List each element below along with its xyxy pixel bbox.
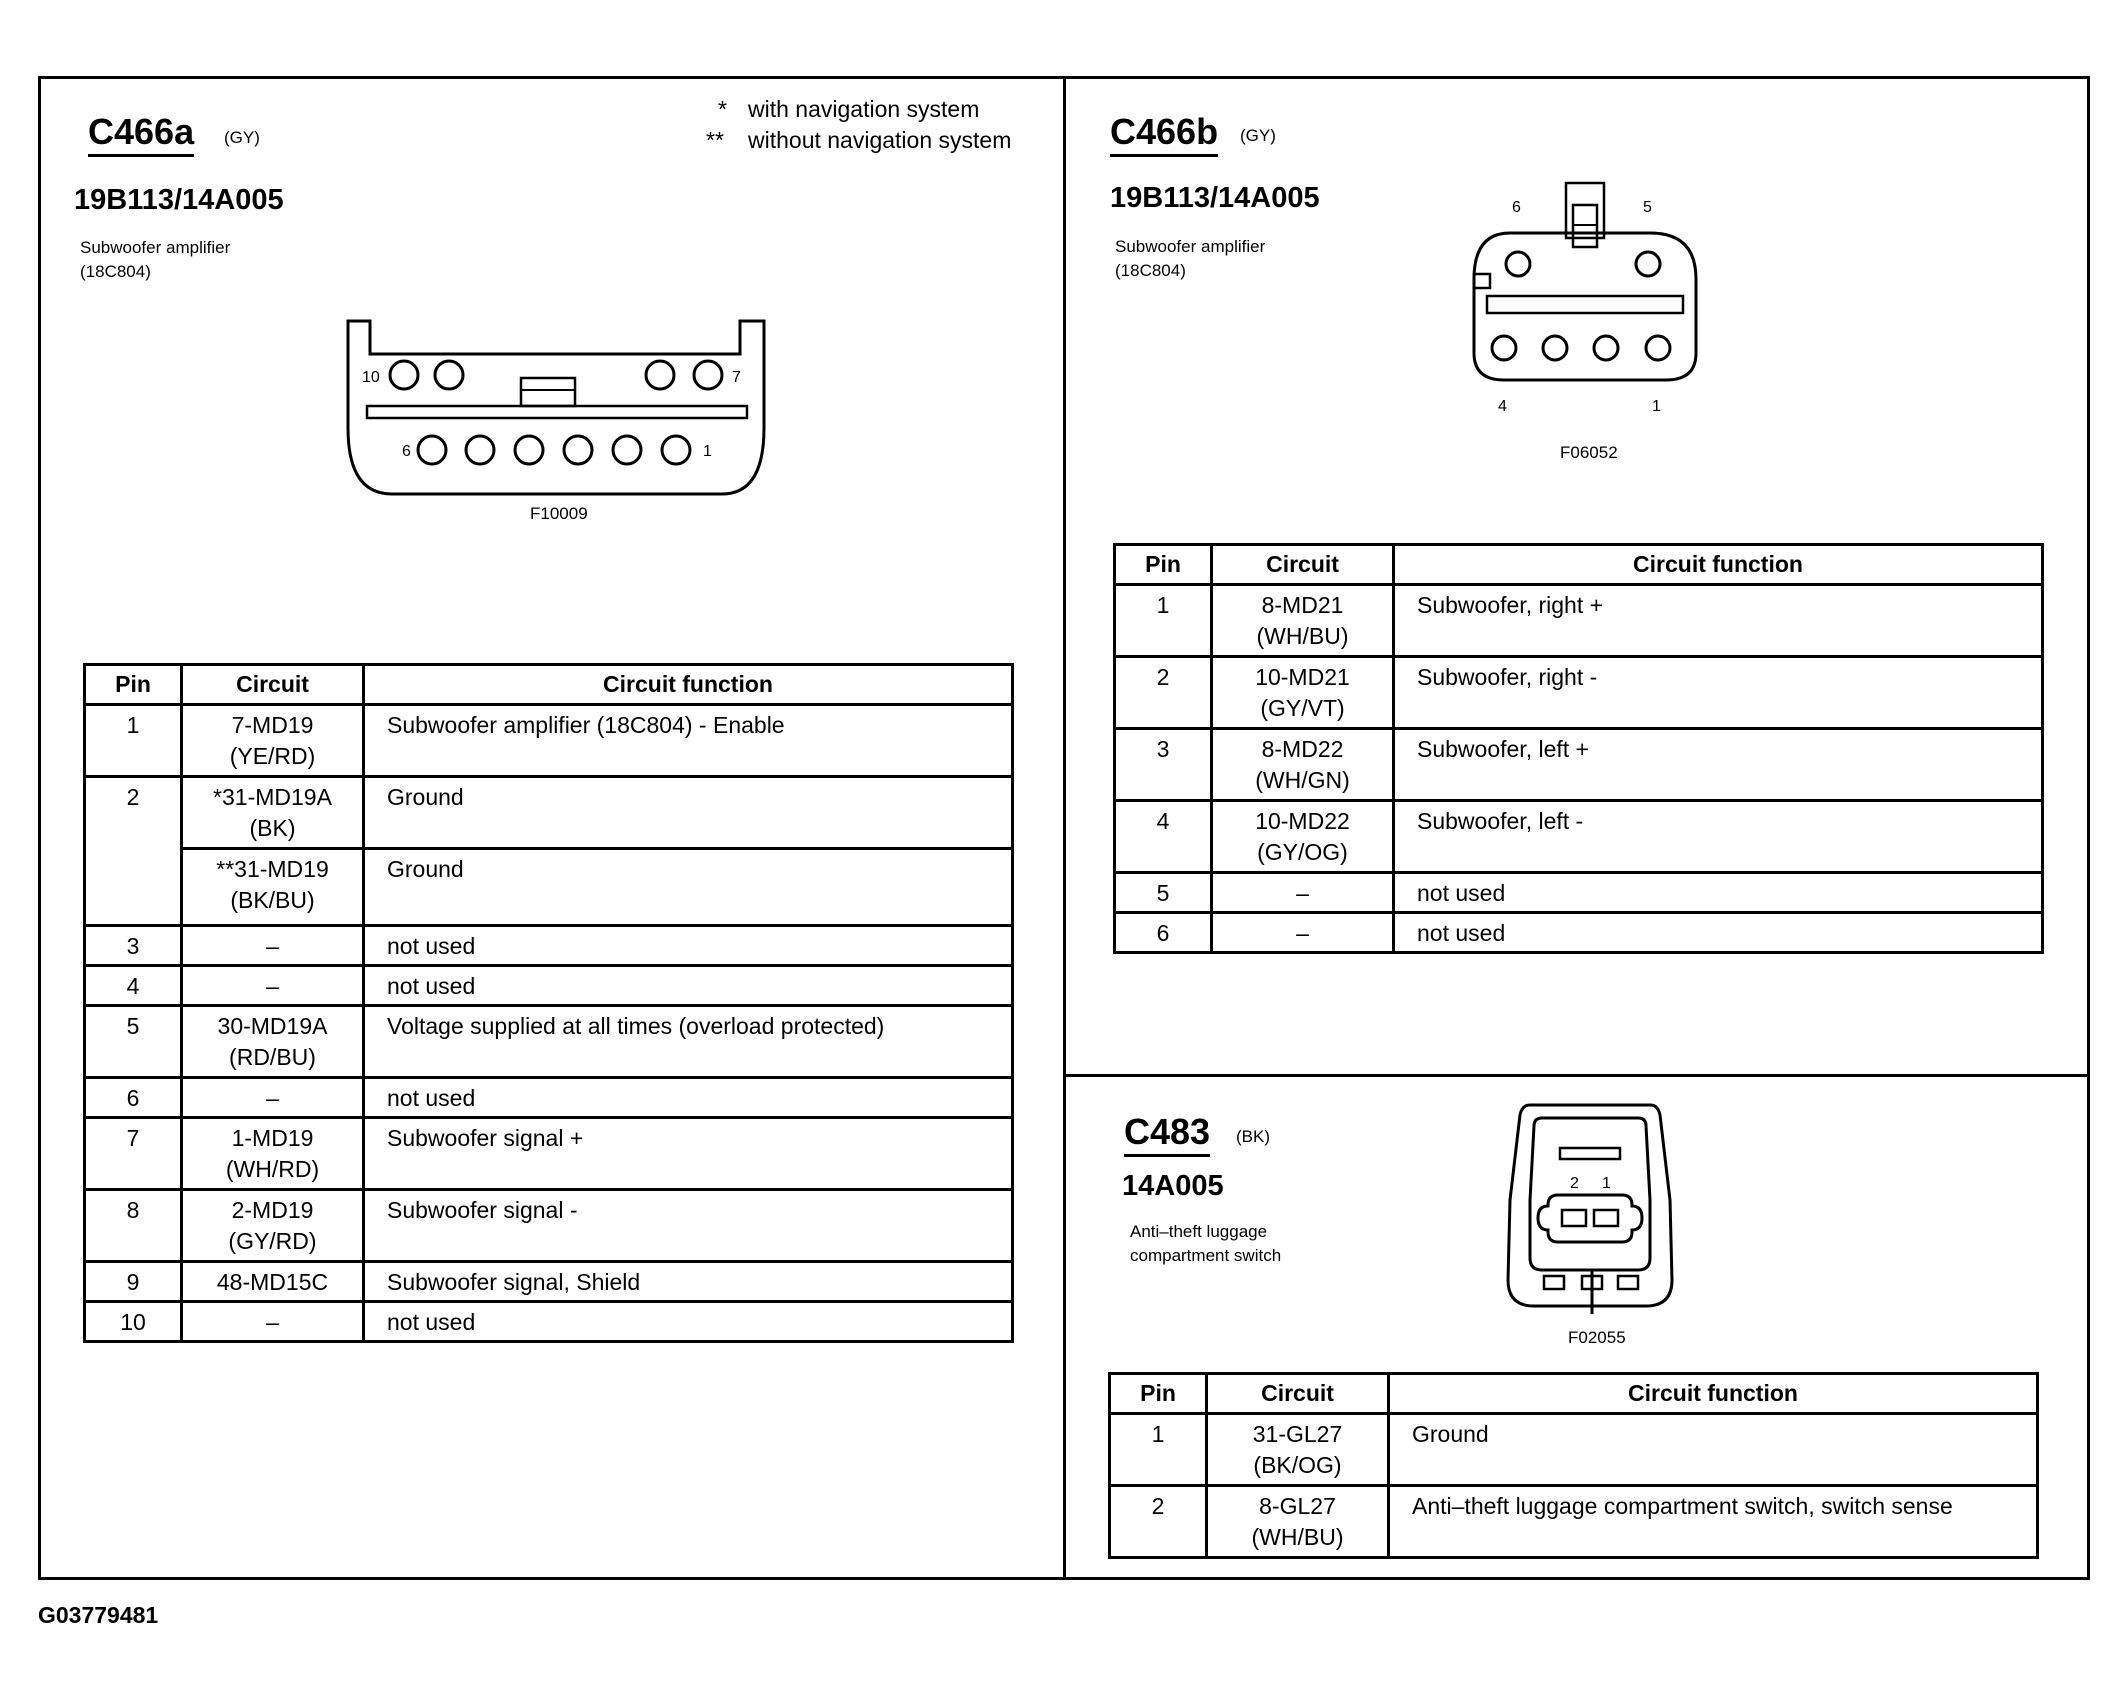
c466b-description-line1: Subwoofer amplifier <box>1115 237 1266 256</box>
c466b-pin-4 <box>1492 336 1516 360</box>
pin-cell: 5 <box>1115 873 1212 913</box>
table-row <box>85 1302 1013 1342</box>
c483-part-number: 14A005 <box>1122 1170 1224 1202</box>
circuit-id: 2-MD19 <box>231 1197 314 1223</box>
wire-color: (GY/RD) <box>228 1228 317 1254</box>
function-cell: Ground <box>1389 1414 2038 1486</box>
c466a-pin-10 <box>390 361 418 389</box>
pin-cell: 3 <box>85 926 182 966</box>
circuit-id: *31-MD19A <box>213 784 332 810</box>
c483-figure-ref: F02055 <box>1568 1328 1626 1347</box>
c466a-latch <box>521 378 575 406</box>
circuit-id: 30-MD19A <box>217 1013 328 1039</box>
table-row <box>1115 913 2043 953</box>
circuit-cell <box>182 1118 364 1190</box>
function-cell: Subwoofer, left - <box>1394 801 2043 873</box>
circuit-cell <box>1212 657 1394 729</box>
c466a-description <box>80 236 230 284</box>
c466b-description-line2: (18C804) <box>1115 261 1186 280</box>
table-row <box>85 1006 1013 1078</box>
function-cell: Subwoofer signal, Shield <box>364 1262 1013 1302</box>
c483-color-code: (BK) <box>1236 1127 1270 1146</box>
c466a-pin-2 <box>613 436 641 464</box>
function-cell: not used <box>364 1078 1013 1118</box>
horizontal-divider <box>1063 1074 2090 1077</box>
circuit-cell <box>182 849 364 926</box>
c466b-key <box>1474 274 1490 288</box>
table-header-row <box>85 665 1013 705</box>
c466a-label-6: 6 <box>402 443 411 460</box>
function-cell: Subwoofer, right - <box>1394 657 2043 729</box>
c466a-pin-7 <box>694 361 722 389</box>
wire-color: (BK/OG) <box>1253 1452 1342 1478</box>
pin-cell: 8 <box>85 1190 182 1262</box>
c466b-description <box>1115 235 1265 283</box>
table-row <box>1115 729 2043 801</box>
c466b-figure-ref: F06052 <box>1560 443 1618 462</box>
c466b-label-4: 4 <box>1498 398 1507 415</box>
wire-color: (RD/BU) <box>229 1044 316 1070</box>
c466b-pin-2 <box>1594 336 1618 360</box>
table-row <box>1110 1486 2038 1558</box>
c466a-pin-table <box>83 663 1014 1343</box>
c483-connector-id: C483 <box>1124 1112 1210 1157</box>
pin-cell: 1 <box>1115 585 1212 657</box>
function-cell: not used <box>1394 873 2043 913</box>
table-row <box>1115 657 2043 729</box>
circuit-cell: – <box>182 926 364 966</box>
c466a-figure-ref: F10009 <box>530 504 588 523</box>
table-row <box>1115 585 2043 657</box>
c466a-connector-id: C466a <box>88 112 194 157</box>
graphic-reference: G03779481 <box>38 1602 159 1628</box>
circuit-id: 1-MD19 <box>231 1125 314 1151</box>
header-pin: Pin <box>85 665 182 705</box>
c466a-description-line2: (18C804) <box>80 262 151 281</box>
pin-cell: 10 <box>85 1302 182 1342</box>
table-row <box>85 1118 1013 1190</box>
table-row <box>85 1078 1013 1118</box>
table-row <box>85 1190 1013 1262</box>
c466b-pin-1 <box>1646 336 1670 360</box>
c483-description-line1: Anti–theft luggage <box>1130 1222 1268 1241</box>
c466b-label-5: 5 <box>1643 199 1652 216</box>
header-circuit-function: Circuit function <box>364 665 1013 705</box>
function-cell: not used <box>364 1302 1013 1342</box>
c466b-pin-table <box>1113 543 2044 954</box>
c466b-part-number: 19B113/14A005 <box>1110 182 1320 214</box>
c483-latch-bar <box>1560 1148 1620 1159</box>
circuit-cell: – <box>1212 873 1394 913</box>
c466a-pin-6 <box>418 436 446 464</box>
circuit-id: 7-MD19 <box>231 712 314 738</box>
circuit-id: 10-MD21 <box>1255 664 1350 690</box>
c466a-label-1: 1 <box>703 443 712 460</box>
circuit-id: 8-MD21 <box>1261 592 1344 618</box>
c466b-label-1: 1 <box>1652 398 1661 415</box>
c466a-pin-8 <box>646 361 674 389</box>
circuit-cell: – <box>182 966 364 1006</box>
wire-color: (WH/GN) <box>1255 767 1350 793</box>
circuit-id: **31-MD19 <box>216 856 329 882</box>
circuit-cell <box>1207 1414 1389 1486</box>
c466a-pin-1 <box>662 436 690 464</box>
c466b-pin-6 <box>1506 252 1530 276</box>
function-cell: Subwoofer amplifier (18C804) - Enable <box>364 705 1013 777</box>
header-circuit: Circuit <box>1207 1374 1389 1414</box>
pin-cell: 6 <box>1115 913 1212 953</box>
function-cell: Ground <box>364 849 1013 926</box>
table-row <box>85 926 1013 966</box>
pin-cell: 2 <box>1115 657 1212 729</box>
c483-pin-1 <box>1594 1210 1618 1226</box>
circuit-cell <box>182 1006 364 1078</box>
function-cell: Subwoofer signal - <box>364 1190 1013 1262</box>
wire-color: (GY/OG) <box>1257 839 1348 865</box>
circuit-id: 8-GL27 <box>1259 1493 1336 1519</box>
circuit-id: 8-MD22 <box>1261 736 1344 762</box>
header-pin: Pin <box>1110 1374 1207 1414</box>
note-with-nav: with navigation system <box>748 96 980 122</box>
c466a-connector-body <box>348 321 764 494</box>
c466a-label-10: 10 <box>362 369 380 386</box>
circuit-cell <box>182 777 364 849</box>
vertical-divider <box>1063 76 1066 1580</box>
wire-color: (WH/BU) <box>1251 1524 1344 1550</box>
c466a-connector-drawing <box>340 316 780 516</box>
c466a-pin-5 <box>466 436 494 464</box>
c466b-connector-drawing <box>1460 180 1720 420</box>
c466b-color-code: (GY) <box>1240 126 1276 145</box>
c466a-label-7: 7 <box>732 369 741 386</box>
pin-cell: 7 <box>85 1118 182 1190</box>
wire-color: (WH/BU) <box>1256 623 1349 649</box>
circuit-id: 10-MD22 <box>1255 808 1350 834</box>
circuit-cell <box>1212 585 1394 657</box>
function-cell: not used <box>364 966 1013 1006</box>
table-row <box>85 777 1013 849</box>
c483-lock-tab-left <box>1544 1276 1564 1289</box>
header-pin: Pin <box>1115 545 1212 585</box>
c483-pin-2 <box>1562 1210 1586 1226</box>
table-row <box>85 705 1013 777</box>
c466a-description-line1: Subwoofer amplifier <box>80 238 231 257</box>
pin-cell: 1 <box>85 705 182 777</box>
circuit-cell: 48-MD15C <box>182 1262 364 1302</box>
pin-cell: 2 <box>85 777 182 926</box>
pin-cell: 9 <box>85 1262 182 1302</box>
table-header-row <box>1110 1374 2038 1414</box>
note-nav-mark: * <box>718 96 727 122</box>
note-without-nav: without navigation system <box>748 127 1012 153</box>
pin-cell: 4 <box>1115 801 1212 873</box>
c466a-pin-3 <box>564 436 592 464</box>
c466a-pin-4 <box>515 436 543 464</box>
pin-cell: 6 <box>85 1078 182 1118</box>
circuit-cell: – <box>1212 913 1394 953</box>
c466b-latch-bar <box>1487 296 1683 313</box>
pin-cell: 2 <box>1110 1486 1207 1558</box>
c466b-pin-3 <box>1543 336 1567 360</box>
c466b-label-6: 6 <box>1512 199 1521 216</box>
table-header-row <box>1115 545 2043 585</box>
pin-cell: 5 <box>85 1006 182 1078</box>
c466a-part-number: 19B113/14A005 <box>74 184 284 216</box>
circuit-cell <box>1207 1486 1389 1558</box>
header-circuit: Circuit <box>182 665 364 705</box>
wire-color: (WH/RD) <box>225 1156 320 1182</box>
table-row <box>1115 873 2043 913</box>
c466b-connector-id: C466b <box>1110 112 1218 157</box>
header-circuit-function: Circuit function <box>1389 1374 2038 1414</box>
wire-color: (GY/VT) <box>1260 695 1345 721</box>
wire-color: (BK) <box>249 815 296 841</box>
c466b-pin-5 <box>1636 252 1660 276</box>
c483-terminal-block <box>1538 1195 1642 1242</box>
function-cell: Subwoofer signal + <box>364 1118 1013 1190</box>
circuit-cell: – <box>182 1302 364 1342</box>
c466a-pin-9 <box>435 361 463 389</box>
table-row <box>1115 801 2043 873</box>
function-cell: Anti–theft luggage compartment switch, switch sense <box>1389 1486 2038 1558</box>
circuit-cell: – <box>182 1078 364 1118</box>
c483-label-2: 2 <box>1570 1175 1579 1192</box>
circuit-id: 31-GL27 <box>1252 1421 1343 1447</box>
circuit-cell <box>1212 801 1394 873</box>
c483-description-line2: compartment switch <box>1130 1246 1282 1265</box>
table-row <box>85 849 1013 926</box>
c483-description <box>1130 1220 1281 1268</box>
c483-pin-table <box>1108 1372 2039 1559</box>
circuit-cell <box>1212 729 1394 801</box>
c483-lock-tab-right <box>1618 1276 1638 1289</box>
table-row <box>1110 1414 2038 1486</box>
c483-connector-drawing <box>1500 1100 1680 1315</box>
function-cell: Subwoofer, left + <box>1394 729 2043 801</box>
table-row <box>85 1262 1013 1302</box>
function-cell: Ground <box>364 777 1013 849</box>
c466a-color-code: (GY) <box>224 128 260 147</box>
pin-cell: 4 <box>85 966 182 1006</box>
pin-cell: 1 <box>1110 1414 1207 1486</box>
c483-label-1: 1 <box>1602 1175 1611 1192</box>
function-cell: not used <box>1394 913 2043 953</box>
note-no-nav-mark: ** <box>706 127 724 153</box>
wire-color: (YE/RD) <box>229 743 316 769</box>
circuit-cell <box>182 1190 364 1262</box>
c466b-latch <box>1566 183 1604 238</box>
wire-color: (BK/BU) <box>230 887 315 913</box>
header-circuit: Circuit <box>1212 545 1394 585</box>
pin-cell: 3 <box>1115 729 1212 801</box>
function-cell: Subwoofer, right + <box>1394 585 2043 657</box>
function-cell: not used <box>364 926 1013 966</box>
c466a-latch-bar <box>367 406 747 418</box>
header-circuit-function: Circuit function <box>1394 545 2043 585</box>
table-row <box>85 966 1013 1006</box>
function-cell: Voltage supplied at all times (overload protected) <box>364 1006 1013 1078</box>
circuit-cell <box>182 705 364 777</box>
